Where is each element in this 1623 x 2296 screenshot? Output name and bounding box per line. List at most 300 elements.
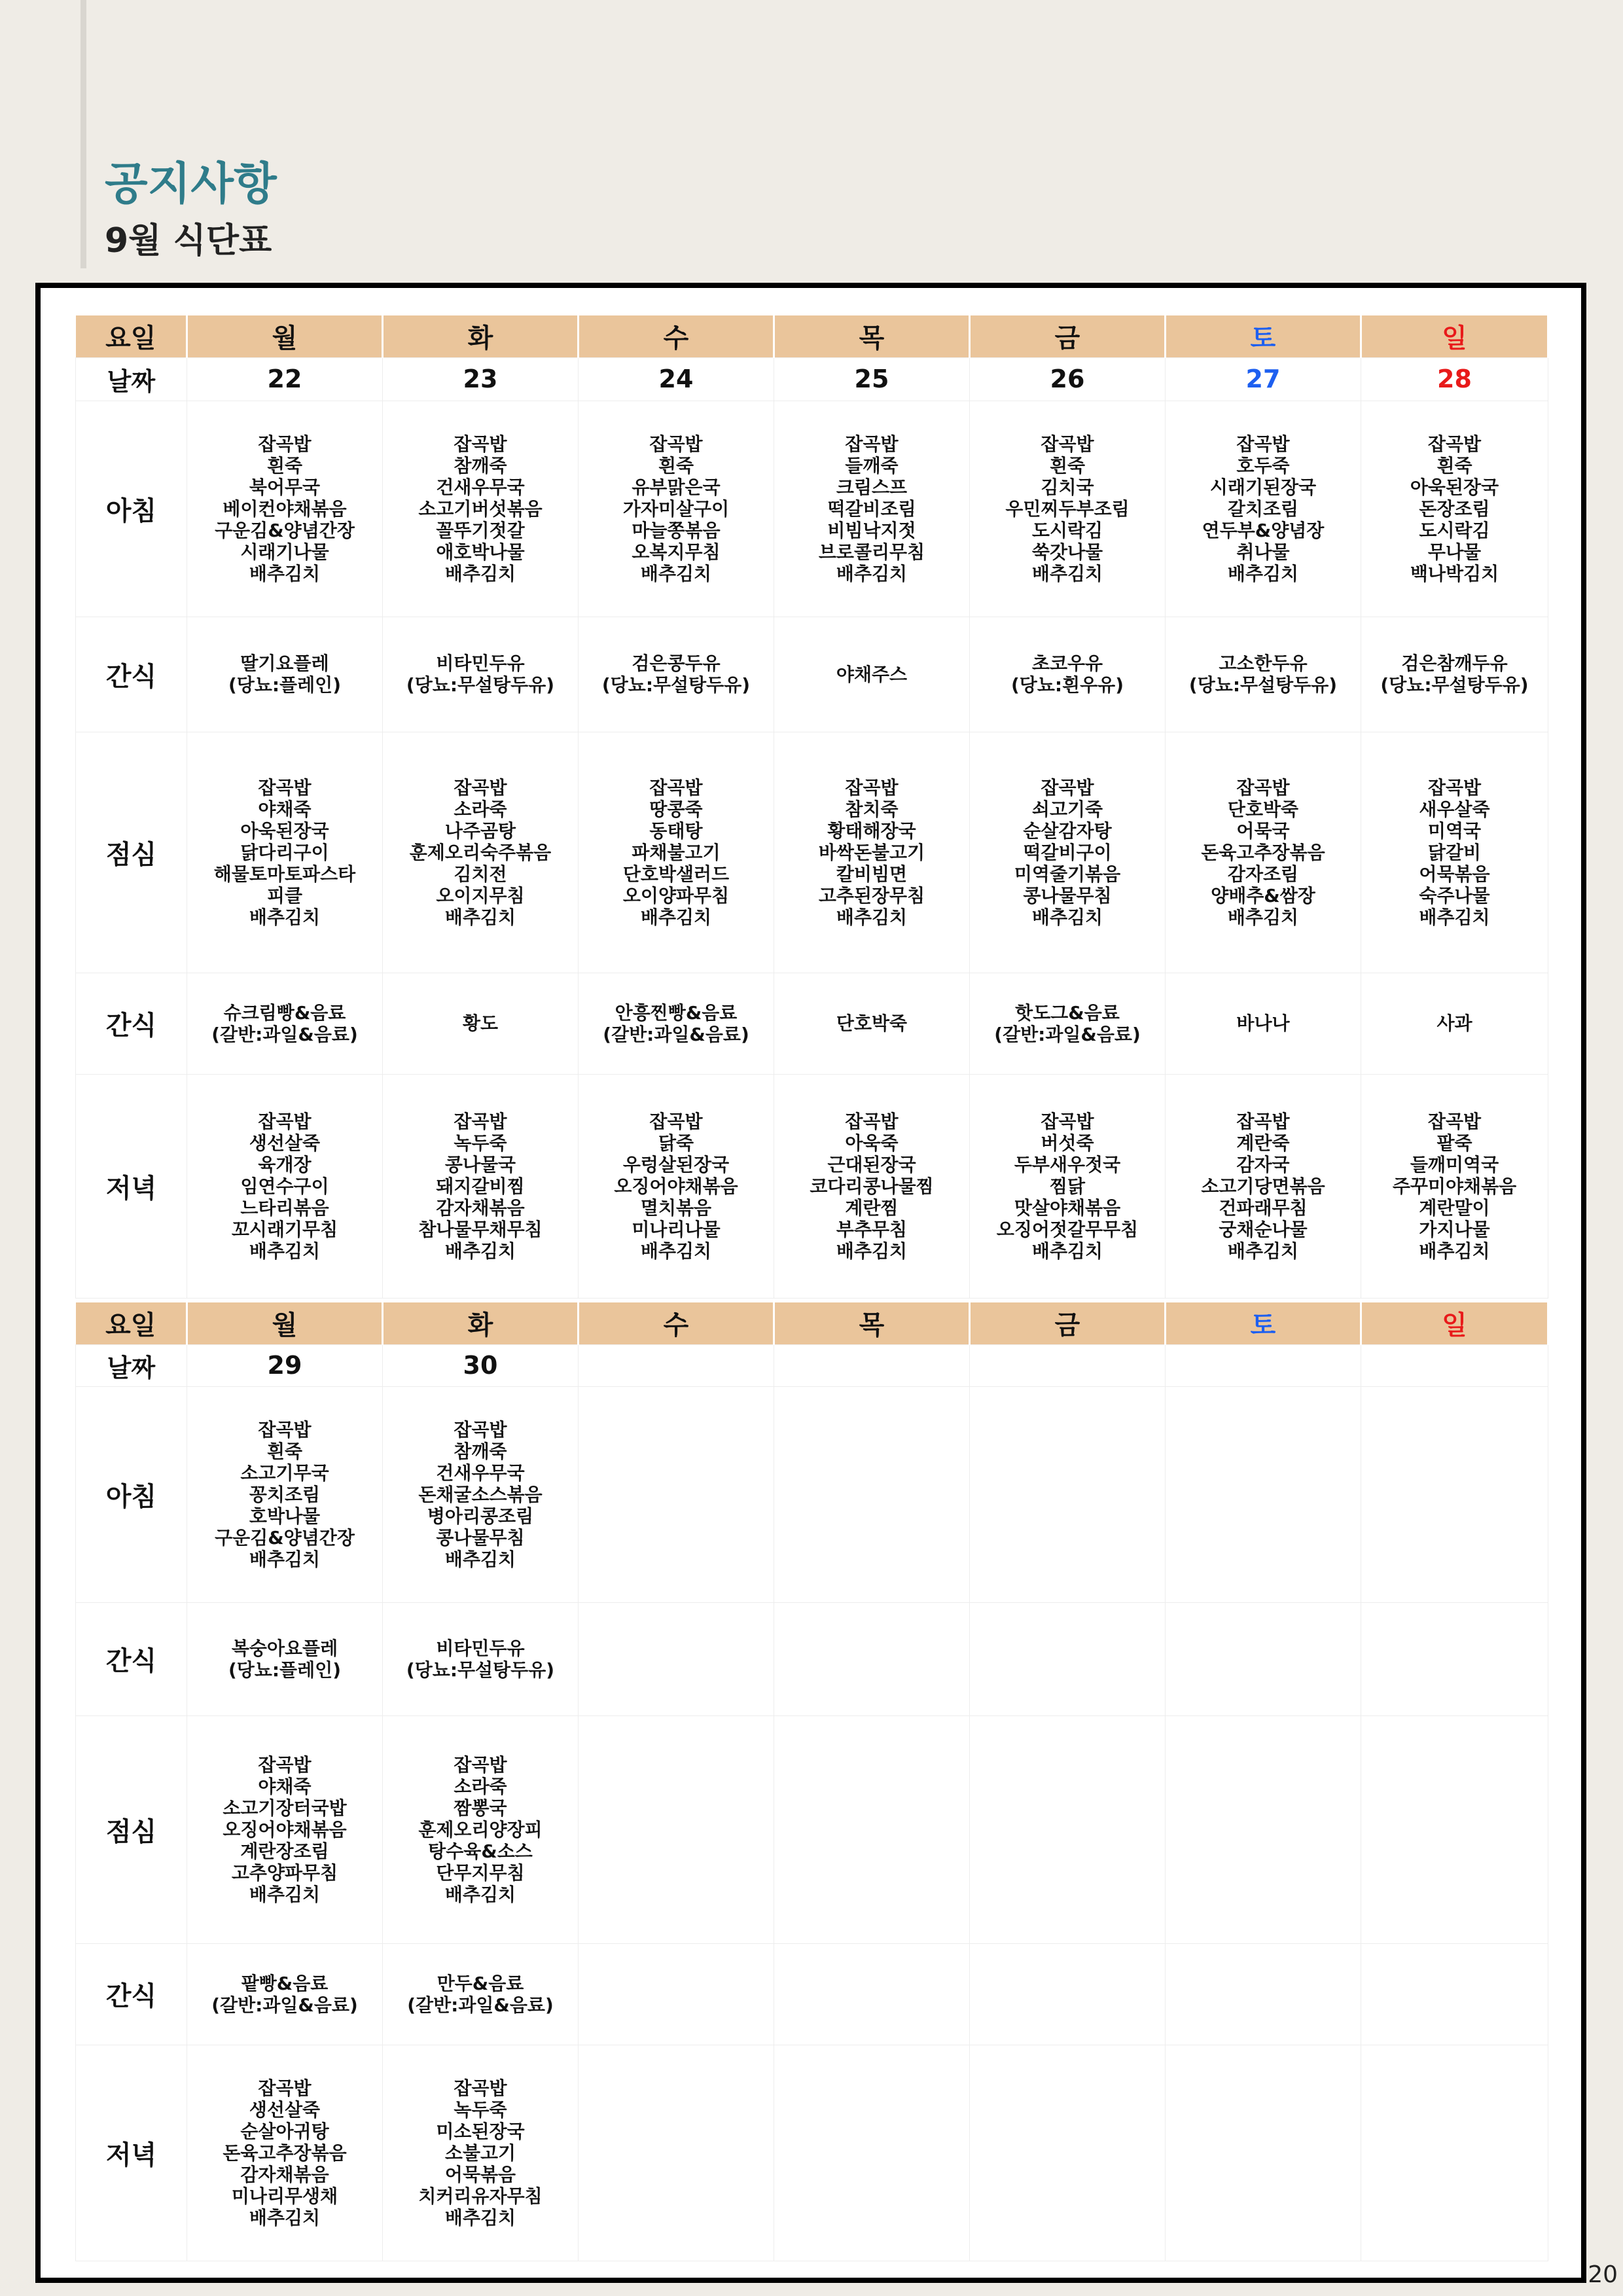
menu-item: 어묵볶음 <box>1419 863 1490 885</box>
menu-item: 콩나물국 <box>444 1153 516 1175</box>
menu-item: 베이컨야채볶음 <box>223 497 347 520</box>
menu-cell <box>383 1074 579 1298</box>
menu-cell <box>970 1074 1166 1298</box>
menu-cell <box>1166 617 1361 732</box>
date-row <box>76 357 1548 401</box>
menu-cell <box>1361 732 1548 973</box>
menu-item: 코다리콩나물찜 <box>810 1175 934 1197</box>
meal-row-dinner <box>76 1074 1548 1298</box>
menu-item: 건새우무국 <box>436 476 525 498</box>
menu-cell <box>383 973 579 1074</box>
menu-item: 배추김치 <box>249 906 321 928</box>
menu-cell <box>1166 1386 1361 1602</box>
menu-item: 참깨죽 <box>454 1440 507 1462</box>
menu-item: 찜닭 <box>1049 1175 1086 1197</box>
menu-cell <box>774 1386 970 1602</box>
date-row <box>76 1344 1548 1386</box>
menu-item: 검은콩두유 <box>632 653 721 674</box>
menu-item: 궁채순나물 <box>1219 1218 1308 1240</box>
menu-cell <box>187 1602 383 1715</box>
menu-item: 배추김치 <box>640 906 712 928</box>
date-cell: 28 <box>1361 357 1548 401</box>
menu-item: 단호박샐러드 <box>622 863 730 885</box>
menu-cell <box>579 1074 774 1298</box>
menu-item: 오이지무침 <box>436 884 525 906</box>
menu-cell <box>187 617 383 732</box>
menu-item: 돈육고추장볶음 <box>1201 841 1325 863</box>
menu-item: 감자조림 <box>1227 863 1299 885</box>
menu-cell <box>1166 1074 1361 1298</box>
meal-row-lunch <box>76 732 1548 973</box>
menu-item: 잡곡밥 <box>845 776 899 798</box>
day-name: 목 <box>774 1302 970 1344</box>
menu-item: 주꾸미야채볶음 <box>1392 1175 1517 1197</box>
menu-item: (당뇨:무설탕두유) <box>1380 674 1529 696</box>
menu-item: 잡곡밥 <box>454 433 507 455</box>
menu-item: 잡곡밥 <box>258 1110 312 1132</box>
menu-cell <box>579 973 774 1074</box>
date-cell: 30 <box>383 1344 579 1386</box>
day-header-row <box>76 315 1548 357</box>
menu-item: 배추김치 <box>836 906 908 928</box>
meal-label: 아침 <box>76 401 187 617</box>
menu-item: 배추김치 <box>1031 1240 1103 1262</box>
menu-item: 떡갈비조림 <box>827 497 916 520</box>
date-cell <box>970 1344 1166 1386</box>
page-title: 공지사항 <box>105 158 277 210</box>
menu-item: 닭다리구이 <box>240 841 329 863</box>
day-name: 금 <box>970 1302 1166 1344</box>
date-cell <box>1361 1344 1548 1386</box>
menu-cell <box>1166 2045 1361 2261</box>
menu-item: 팥죽 <box>1436 1132 1472 1154</box>
menu-table-week-2 <box>75 1302 1549 2261</box>
menu-item: 소라죽 <box>454 798 507 820</box>
menu-cell <box>774 401 970 617</box>
menu-cell <box>774 1715 970 1943</box>
menu-item: 배추김치 <box>1419 906 1490 928</box>
date-label: 날짜 <box>76 1344 187 1386</box>
menu-item: (당뇨:무설탕두유) <box>406 1659 555 1681</box>
menu-cell <box>970 1386 1166 1602</box>
menu-item: 김치전 <box>454 863 507 885</box>
menu-item: 백나박김치 <box>1410 562 1499 584</box>
menu-cell <box>970 732 1166 973</box>
menu-item: 오징어젓갈무무침 <box>996 1218 1139 1240</box>
menu-item: 콩나물무침 <box>1023 884 1112 906</box>
menu-item: 소고기당면볶음 <box>1201 1175 1325 1197</box>
menu-item: 계란찜 <box>845 1196 899 1219</box>
menu-cell <box>187 2045 383 2261</box>
meal-label: 간식 <box>76 973 187 1074</box>
menu-item: 단호박죽 <box>1227 798 1299 820</box>
menu-item: 오징어야채볶음 <box>614 1175 738 1197</box>
menu-cell <box>383 1386 579 1602</box>
menu-item: 어묵볶음 <box>444 2163 516 2185</box>
menu-cell <box>579 1602 774 1715</box>
menu-item: 잡곡밥 <box>649 433 703 455</box>
menu-item: 비타민두유 <box>436 653 525 674</box>
menu-item: 콩나물무침 <box>436 1526 525 1549</box>
menu-item: 취나물 <box>1236 541 1290 563</box>
menu-item: 잡곡밥 <box>1236 1110 1290 1132</box>
menu-item: 훈제오리양장피 <box>418 1818 543 1840</box>
menu-item: 땅콩죽 <box>649 798 703 820</box>
menu-item: 떡갈비구이 <box>1023 841 1112 863</box>
menu-item: 배추김치 <box>444 1548 516 1570</box>
menu-item: 배추김치 <box>249 1548 321 1570</box>
menu-item: 크림스프 <box>836 476 908 498</box>
menu-item: 바나나 <box>1236 1013 1290 1034</box>
menu-item: 두부새우젓국 <box>1014 1153 1121 1175</box>
menu-item: 잡곡밥 <box>1236 433 1290 455</box>
menu-item: 건파래무침 <box>1219 1196 1308 1219</box>
menu-cell <box>383 401 579 617</box>
menu-item: 계란말이 <box>1419 1196 1490 1219</box>
menu-cell <box>1166 732 1361 973</box>
menu-item: 잡곡밥 <box>1236 776 1290 798</box>
menu-cell <box>774 973 970 1074</box>
menu-item: 오복지무침 <box>632 541 721 563</box>
menu-item: 배추김치 <box>1031 562 1103 584</box>
menu-item: 단무지무침 <box>436 1861 525 1884</box>
menu-item: 잡곡밥 <box>258 1753 312 1776</box>
menu-item: 고추양파무침 <box>231 1861 338 1884</box>
menu-cell <box>970 1943 1166 2045</box>
menu-cell <box>579 617 774 732</box>
meal-row-dinner <box>76 2045 1548 2261</box>
page-subtitle: 9월 식단표 <box>105 221 272 260</box>
menu-item: 잡곡밥 <box>258 776 312 798</box>
menu-cell <box>383 1943 579 2045</box>
menu-item: 흰죽 <box>1049 454 1086 476</box>
menu-item: 흰죽 <box>658 454 694 476</box>
menu-cell <box>1361 2045 1548 2261</box>
menu-item: 배추김치 <box>249 1883 321 1905</box>
menu-item: 배추김치 <box>836 1240 908 1262</box>
menu-cell <box>1166 1715 1361 1943</box>
menu-item: 파채불고기 <box>632 841 721 863</box>
menu-item: 미나리나물 <box>632 1218 721 1240</box>
menu-item: 가지나물 <box>1419 1218 1490 1240</box>
menu-item: 배추김치 <box>640 562 712 584</box>
day-label: 요일 <box>76 1302 187 1344</box>
meal-row-snack1 <box>76 1602 1548 1715</box>
menu-item: 어묵국 <box>1236 819 1290 842</box>
menu-item: 배추김치 <box>444 1883 516 1905</box>
menu-item: 해물토마토파스타 <box>213 863 356 885</box>
menu-cell <box>187 1943 383 2045</box>
page-number: 20 <box>1588 2261 1618 2288</box>
day-name: 수 <box>579 1302 774 1344</box>
date-cell: 23 <box>383 357 579 401</box>
menu-item: 애호박나물 <box>436 541 525 563</box>
menu-item: 슈크림빵&음료 <box>223 1001 346 1024</box>
menu-item: 배추김치 <box>444 2206 516 2229</box>
menu-item: 미역줄기볶음 <box>1014 863 1121 885</box>
menu-item: 잡곡밥 <box>1041 433 1094 455</box>
menu-cell <box>1361 1715 1548 1943</box>
menu-item: 돈채굴소스볶음 <box>418 1483 543 1505</box>
day-name: 토 <box>1166 315 1361 357</box>
menu-item: 훈제오리숙주볶음 <box>409 841 552 863</box>
menu-item: 양배추&쌈장 <box>1211 884 1315 906</box>
menu-item: (갈반:과일&음료) <box>603 1023 749 1045</box>
menu-cell <box>383 1715 579 1943</box>
day-name: 화 <box>383 1302 579 1344</box>
date-label: 날짜 <box>76 357 187 401</box>
menu-item: 팥빵&음료 <box>241 1972 329 1994</box>
menu-item: 순살아귀탕 <box>240 2120 329 2142</box>
menu-cell <box>774 732 970 973</box>
meal-label: 간식 <box>76 1602 187 1715</box>
day-name: 일 <box>1361 315 1548 357</box>
menu-item: 단호박죽 <box>836 1013 908 1034</box>
menu-item: (당뇨:흰우유) <box>1010 674 1124 696</box>
menu-cell <box>774 2045 970 2261</box>
menu-item: 돈육고추장볶음 <box>223 2142 347 2164</box>
menu-cell <box>774 1074 970 1298</box>
menu-item: 꽁치조림 <box>249 1483 321 1505</box>
menu-item: 소고기무국 <box>240 1462 329 1484</box>
menu-item: 미역국 <box>1427 819 1482 842</box>
menu-item: 아욱된장국 <box>1410 476 1499 498</box>
menu-item: 육개장 <box>258 1153 312 1175</box>
date-cell <box>579 1344 774 1386</box>
menu-item: 고소한두유 <box>1219 653 1308 674</box>
menu-item: (당뇨:플레인) <box>228 1659 342 1681</box>
menu-item: 소라죽 <box>454 1775 507 1797</box>
menu-item: 잡곡밥 <box>1427 1110 1482 1132</box>
day-name: 일 <box>1361 1302 1548 1344</box>
menu-item: 생선살죽 <box>249 1132 321 1154</box>
menu-item: 갈치조림 <box>1227 497 1299 520</box>
menu-cell <box>1166 973 1361 1074</box>
menu-item: 닭죽 <box>658 1132 694 1154</box>
menu-item: 버섯죽 <box>1041 1132 1094 1154</box>
date-cell: 25 <box>774 357 970 401</box>
menu-item: 감자채볶음 <box>240 2163 329 2185</box>
menu-item: 동태탕 <box>649 819 703 842</box>
menu-cell <box>579 1943 774 2045</box>
menu-cell <box>383 1602 579 1715</box>
menu-item: 구운김&양념간장 <box>215 519 355 541</box>
menu-item: 잡곡밥 <box>454 1753 507 1776</box>
menu-item: 잡곡밥 <box>649 776 703 798</box>
menu-cell <box>187 732 383 973</box>
menu-cell <box>774 1943 970 2045</box>
menu-item: 잡곡밥 <box>454 2077 507 2099</box>
meal-row-snack2 <box>76 1943 1548 2045</box>
menu-item: 잡곡밥 <box>454 776 507 798</box>
menu-item: 잡곡밥 <box>649 1110 703 1132</box>
meal-label: 저녁 <box>76 2045 187 2261</box>
menu-cell <box>1361 973 1548 1074</box>
menu-item: 흰죽 <box>266 1440 303 1462</box>
menu-cell <box>383 2045 579 2261</box>
menu-item: 사과 <box>1436 1013 1472 1034</box>
menu-item: 순살감자탕 <box>1023 819 1112 842</box>
menu-item: 배추김치 <box>1227 906 1299 928</box>
menu-item: 우렁살된장국 <box>622 1153 730 1175</box>
menu-item: 맛살야채볶음 <box>1014 1196 1121 1219</box>
menu-item: 참나물무채무침 <box>418 1218 543 1240</box>
menu-item: 호박나물 <box>249 1505 321 1527</box>
menu-item: 배추김치 <box>1227 1240 1299 1262</box>
menu-item: 나주곰탕 <box>444 819 516 842</box>
date-cell: 27 <box>1166 357 1361 401</box>
meal-label: 점심 <box>76 732 187 973</box>
menu-item: 황태해장국 <box>827 819 916 842</box>
menu-item: 무나물 <box>1427 541 1482 563</box>
menu-item: 탕수육&소스 <box>428 1840 533 1862</box>
meal-label: 간식 <box>76 617 187 732</box>
menu-item: 배추김치 <box>444 562 516 584</box>
menu-item: 녹두죽 <box>454 1132 507 1154</box>
menu-item: 병아리콩조림 <box>427 1505 534 1527</box>
menu-item: 안흥찐빵&음료 <box>615 1001 738 1024</box>
menu-item: 닭갈비 <box>1427 841 1482 863</box>
menu-item: 계란죽 <box>1236 1132 1290 1154</box>
date-cell <box>1166 1344 1361 1386</box>
menu-item: 잡곡밥 <box>845 433 899 455</box>
menu-cell <box>970 401 1166 617</box>
menu-item: 호두죽 <box>1236 454 1290 476</box>
menu-cell <box>1166 1943 1361 2045</box>
menu-item: 만두&음료 <box>437 1972 524 1994</box>
day-header-row <box>76 1302 1548 1344</box>
menu-item: 아욱된장국 <box>240 819 329 842</box>
menu-item: 비타민두유 <box>436 1637 525 1659</box>
menu-item: 돈장조림 <box>1419 497 1490 520</box>
menu-cell <box>579 2045 774 2261</box>
menu-item: 잡곡밥 <box>1041 1110 1094 1132</box>
menu-cell <box>187 1386 383 1602</box>
menu-item: (당뇨:무설탕두유) <box>601 674 751 696</box>
meal-label: 아침 <box>76 1386 187 1602</box>
menu-item: 잡곡밥 <box>258 2077 312 2099</box>
menu-cell <box>970 973 1166 1074</box>
menu-item: 근대된장국 <box>827 1153 916 1175</box>
menu-cell <box>1166 401 1361 617</box>
menu-item: 배추김치 <box>444 906 516 928</box>
date-cell: 22 <box>187 357 383 401</box>
menu-item: 잡곡밥 <box>454 1418 507 1441</box>
menu-item: 야채주스 <box>836 663 908 685</box>
menu-item: 쇠고기죽 <box>1031 798 1103 820</box>
date-cell: 26 <box>970 357 1166 401</box>
menu-item: 감자국 <box>1236 1153 1290 1175</box>
menu-cell <box>970 2045 1166 2261</box>
menu-item: 참깨죽 <box>454 454 507 476</box>
menu-item: 잡곡밥 <box>1041 776 1094 798</box>
menu-cell <box>579 1715 774 1943</box>
menu-item: 가자미살구이 <box>622 497 730 520</box>
menu-item: 숙주나물 <box>1419 884 1490 906</box>
menu-item: 생선살죽 <box>249 2098 321 2121</box>
menu-cell <box>774 1602 970 1715</box>
menu-cell <box>1361 1386 1548 1602</box>
date-cell: 29 <box>187 1344 383 1386</box>
menu-item: 잡곡밥 <box>258 433 312 455</box>
day-name: 화 <box>383 315 579 357</box>
menu-item: 브로콜리무침 <box>818 541 925 563</box>
meal-row-snack2 <box>76 973 1548 1074</box>
menu-item: 멸치볶음 <box>640 1196 712 1219</box>
menu-item: 흰죽 <box>266 454 303 476</box>
date-cell <box>774 1344 970 1386</box>
menu-cell <box>383 732 579 973</box>
meal-label: 점심 <box>76 1715 187 1943</box>
menu-item: 배추김치 <box>249 1240 321 1262</box>
menu-item: 느타리볶음 <box>240 1196 329 1219</box>
day-name: 토 <box>1166 1302 1361 1344</box>
menu-cell <box>970 1715 1166 1943</box>
menu-item: 잡곡밥 <box>1427 776 1482 798</box>
menu-item: 배추김치 <box>836 562 908 584</box>
day-name: 수 <box>579 315 774 357</box>
menu-item: 야채죽 <box>258 798 312 820</box>
menu-item: 오이양파무침 <box>622 884 730 906</box>
menu-table-week-1 <box>75 315 1549 1299</box>
menu-cell <box>1361 1943 1548 2045</box>
date-cell: 24 <box>579 357 774 401</box>
menu-item: 오징어야채볶음 <box>223 1818 347 1840</box>
menu-item: 쑥갓나물 <box>1031 541 1103 563</box>
menu-cell <box>1361 1602 1548 1715</box>
meal-label: 간식 <box>76 1943 187 2045</box>
menu-item: 유부맑은국 <box>632 476 721 498</box>
menu-item: 연두부&양념장 <box>1202 519 1325 541</box>
menu-item: 치커리유자무침 <box>418 2185 543 2207</box>
menu-cell <box>579 1386 774 1602</box>
menu-item: 도시락김 <box>1419 519 1490 541</box>
menu-item: 마늘쫑볶음 <box>632 519 721 541</box>
menu-item: (갈반:과일&음료) <box>994 1023 1141 1045</box>
menu-item: 우민찌두부조림 <box>1005 497 1130 520</box>
menu-item: 시래기된장국 <box>1209 476 1317 498</box>
menu-item: 잡곡밥 <box>1427 433 1482 455</box>
menu-item: 배추김치 <box>640 1240 712 1262</box>
menu-item: 돼지갈비찜 <box>436 1175 525 1197</box>
menu-item: 김치국 <box>1041 476 1094 498</box>
menu-cell <box>1361 617 1548 732</box>
menu-cell <box>187 401 383 617</box>
menu-cell <box>579 732 774 973</box>
menu-cell <box>579 401 774 617</box>
menu-item: 배추김치 <box>444 1240 516 1262</box>
menu-item: 복숭아요플레 <box>231 1637 338 1659</box>
menu-item: 구운김&양념간장 <box>215 1526 355 1549</box>
decorative-rule <box>80 0 86 268</box>
menu-item: 미나리무생채 <box>231 2185 338 2207</box>
menu-cell <box>1166 1602 1361 1715</box>
menu-item: 고추된장무침 <box>818 884 925 906</box>
menu-item: (당뇨:무설탕두유) <box>1188 674 1338 696</box>
menu-cell <box>774 617 970 732</box>
menu-item: 건새우무국 <box>436 1462 525 1484</box>
menu-item: 검은참깨두유 <box>1401 653 1508 674</box>
menu-item: 바싹돈불고기 <box>818 841 925 863</box>
menu-item: 임연수구이 <box>240 1175 329 1197</box>
meal-row-lunch <box>76 1715 1548 1943</box>
menu-item: (갈반:과일&음료) <box>407 1994 554 2016</box>
menu-cell <box>383 617 579 732</box>
menu-item: 야채죽 <box>258 1775 312 1797</box>
meal-row-breakfast <box>76 401 1548 617</box>
menu-cell <box>187 1715 383 1943</box>
menu-item: (당뇨:무설탕두유) <box>406 674 555 696</box>
